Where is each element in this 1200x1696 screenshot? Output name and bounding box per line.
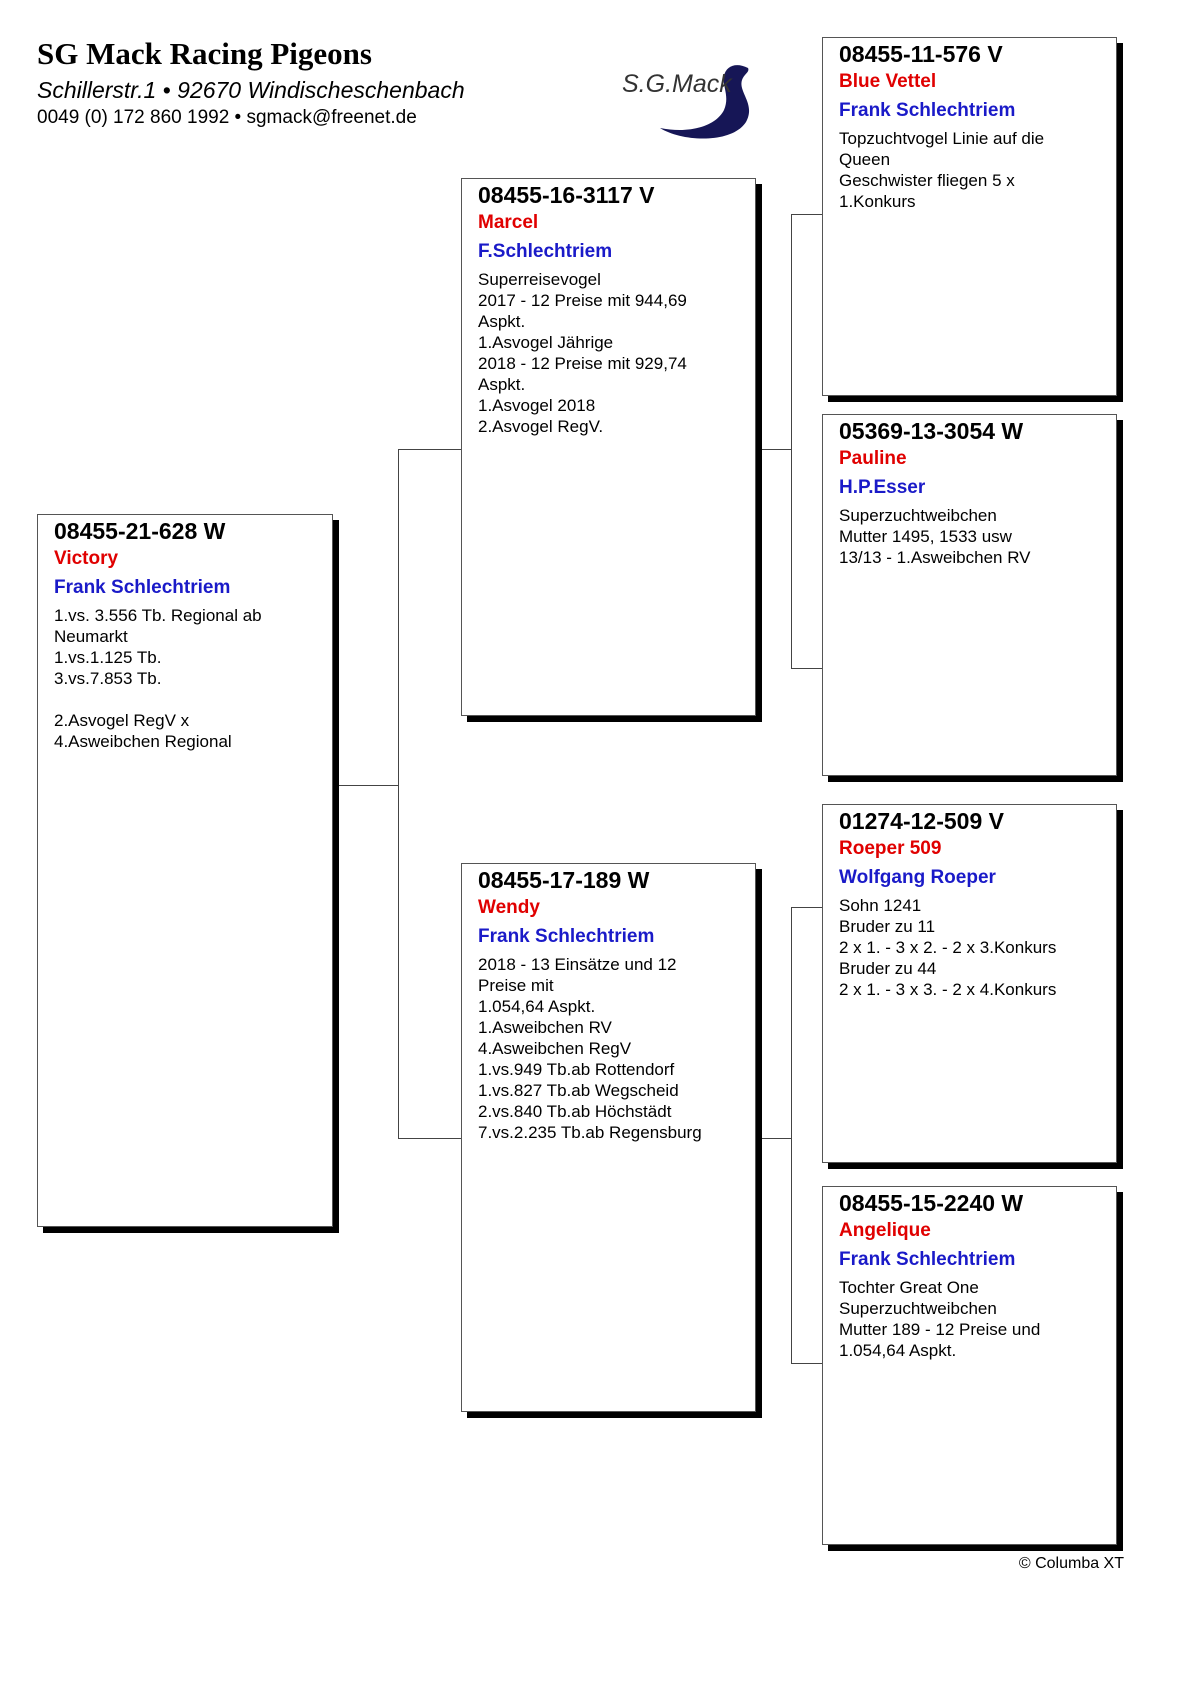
connector	[791, 907, 792, 1363]
pigeon-notes	[478, 954, 741, 1143]
connector	[756, 449, 791, 450]
connector	[791, 1363, 822, 1364]
ring-number: 08455-11-576 V	[839, 41, 1003, 67]
pigeon-notes	[54, 605, 318, 752]
ring-number: 08455-17-189 W	[478, 867, 650, 893]
connector	[756, 1138, 791, 1139]
breeder-name: H.P.Esser	[839, 477, 926, 498]
connector	[398, 449, 461, 450]
pigeon-name: Blue Vettel	[839, 71, 937, 92]
note-line: 4.Asweibchen Regional	[54, 732, 232, 751]
ring-number: 08455-21-628 W	[54, 518, 226, 544]
pigeon-notes	[839, 1277, 1102, 1361]
pigeon-card-sire-sire	[822, 37, 1117, 396]
note-line: Superzuchtweibchen	[839, 506, 997, 525]
pigeon-card-subject	[37, 514, 333, 1227]
connector	[791, 214, 792, 668]
pigeon-card-dam-sire	[822, 804, 1117, 1163]
pigeon-notes	[478, 269, 741, 437]
connector	[791, 907, 822, 908]
note-line: Mutter 1495, 1533 usw	[839, 527, 1012, 546]
logo-text: S.G.Mack	[622, 70, 732, 98]
connector	[791, 214, 822, 215]
pigeon-card-dam-dam	[822, 1186, 1117, 1545]
pigeon-name: Roeper 509	[839, 838, 942, 859]
logo-subtext: RACING PIGEONS	[664, 101, 726, 108]
note-line: 13/13 - 1.Asweibchen RV	[839, 548, 1031, 567]
note-line: 2018 - 12 Preise mit 929,74	[478, 354, 687, 373]
note-line: 7.vs.2.235 Tb.ab Regensburg	[478, 1123, 702, 1142]
note-line	[54, 689, 318, 710]
note-line: 1.054,64 Aspkt.	[478, 997, 596, 1016]
pigeon-name: Angelique	[839, 1220, 931, 1241]
note-line: 1.Asvogel Jährige	[478, 333, 614, 352]
note-line: 1.Konkurs	[839, 192, 916, 211]
note-line: 2017 - 12 Preise mit 944,69	[478, 291, 687, 310]
pigeon-notes	[839, 128, 1102, 212]
note-line: Mutter 189 - 12 Preise und	[839, 1320, 1041, 1339]
note-line: 4.Asweibchen RegV	[478, 1039, 632, 1058]
note-line: Tochter Great One	[839, 1278, 979, 1297]
note-line: 2.vs.840 Tb.ab Höchstädt	[478, 1102, 672, 1121]
note-line: Aspkt.	[478, 312, 526, 331]
note-line: 1.Asvogel 2018	[478, 396, 596, 415]
note-line: 1.vs.949 Tb.ab Rottendorf	[478, 1060, 675, 1079]
breeder-name: Frank Schlechtriem	[478, 926, 655, 947]
note-line: Bruder zu 44	[839, 959, 937, 978]
breeder-name: Wolfgang Roeper	[839, 867, 996, 888]
pigeon-notes	[839, 505, 1102, 568]
connector	[791, 668, 822, 669]
note-line: 2.Asvogel RegV.	[478, 417, 604, 436]
header-address: Schillerstr.1 • 92670 Windischeschenbach	[37, 77, 465, 103]
copyright: © Columba XT	[1018, 1555, 1124, 1572]
note-line: 1.054,64 Aspkt.	[839, 1341, 957, 1360]
pigeon-name: Victory	[54, 548, 119, 569]
ring-number: 01274-12-509 V	[839, 808, 1004, 834]
note-line: Sohn 1241	[839, 896, 922, 915]
ring-number: 08455-15-2240 W	[839, 1190, 1024, 1216]
breeder-name: Frank Schlechtriem	[54, 577, 231, 598]
note-line: 1.Asweibchen RV	[478, 1018, 612, 1037]
note-line: Preise mit	[478, 976, 554, 995]
pigeon-card-sire	[461, 178, 756, 716]
pigeon-name: Wendy	[478, 897, 540, 918]
note-line: Geschwister fliegen 5 x	[839, 171, 1015, 190]
note-line: Queen	[839, 150, 891, 169]
pigeon-name: Marcel	[478, 212, 539, 233]
note-line: Bruder zu 11	[839, 917, 936, 936]
note-line: 1.vs. 3.556 Tb. Regional ab	[54, 606, 262, 625]
connector	[333, 785, 398, 786]
header-contact: 0049 (0) 172 860 1992 • sgmack@freenet.de	[37, 107, 417, 128]
note-line: 3.vs.7.853 Tb.	[54, 669, 162, 688]
breeder-name: Frank Schlechtriem	[839, 100, 1016, 121]
pigeon-card-dam	[461, 863, 756, 1412]
pigeon-notes	[839, 895, 1102, 1000]
note-line: 2 x 1. - 3 x 3. - 2 x 4.Konkurs	[839, 980, 1057, 999]
page-title: SG Mack Racing Pigeons	[37, 36, 372, 71]
connector	[398, 1138, 461, 1139]
note-line: Topzuchtvogel Linie auf die	[839, 129, 1045, 148]
pigeon-card-sire-dam	[822, 414, 1117, 776]
breeder-name: Frank Schlechtriem	[839, 1249, 1016, 1270]
ring-number: 05369-13-3054 W	[839, 418, 1024, 444]
note-line: Superreisevogel	[478, 270, 601, 289]
note-line: 1.vs.1.125 Tb.	[54, 648, 162, 667]
note-line: Superzuchtweibchen	[839, 1299, 997, 1318]
connector	[398, 449, 399, 1138]
note-line: 1.vs.827 Tb.ab Wegscheid	[478, 1081, 679, 1100]
note-line: Neumarkt	[54, 627, 128, 646]
note-line: 2.Asvogel RegV x	[54, 711, 190, 730]
note-line: 2018 - 13 Einsätze und 12	[478, 955, 677, 974]
note-line: 2 x 1. - 3 x 2. - 2 x 3.Konkurs	[839, 938, 1057, 957]
sgmack-logo	[620, 62, 755, 142]
pigeon-name: Pauline	[839, 448, 907, 469]
note-line: Aspkt.	[478, 375, 526, 394]
ring-number: 08455-16-3117 V	[478, 182, 655, 208]
breeder-name: F.Schlechtriem	[478, 241, 613, 262]
